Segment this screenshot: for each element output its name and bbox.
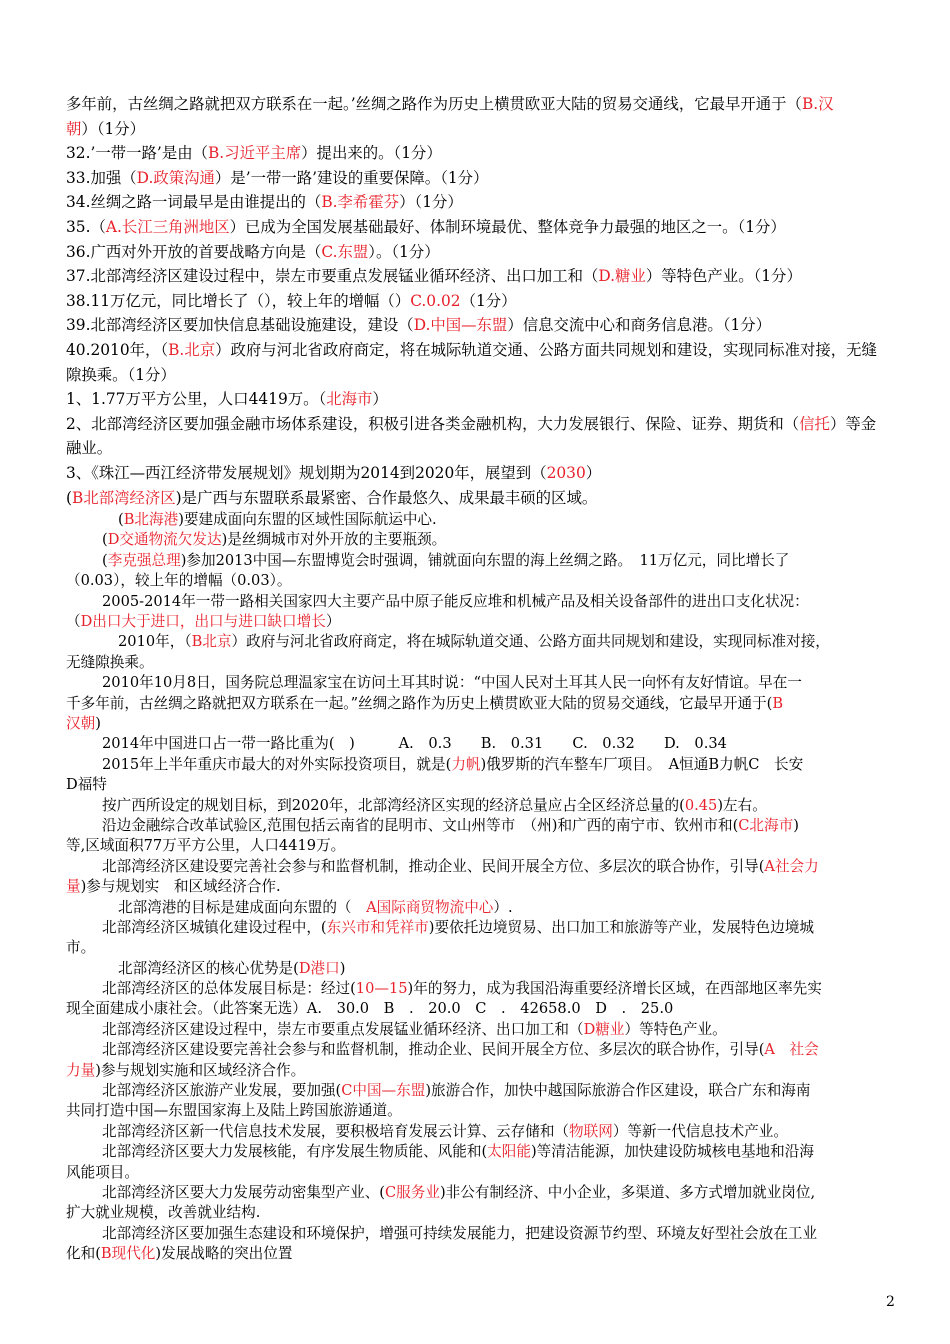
text-line xyxy=(66,1163,906,1183)
answer-text: 李克强总理 xyxy=(107,551,181,569)
text-line xyxy=(66,979,906,999)
question-text: 33.加强（ xyxy=(66,168,137,187)
question-text: 北部湾经济区的核心优势是( xyxy=(118,959,299,977)
answer-text: A国际商贸物流中心 xyxy=(366,898,494,916)
text-line xyxy=(66,313,906,338)
question-text: ）（1分） xyxy=(81,119,146,138)
question-text: 2010年，（ xyxy=(118,633,192,651)
review-paragraphs xyxy=(66,510,906,1264)
document-body xyxy=(66,92,906,1265)
answer-text: 物联网 xyxy=(569,1122,613,1140)
text-line xyxy=(66,959,906,979)
question-text: ）等金 xyxy=(829,414,877,433)
question-text: ）提出来的。（1分） xyxy=(301,144,442,163)
question-text: 现全面建成小康社会。（此答案无选）A. 30.0 B . 20.0 C . 42658.0 D . 25.0 xyxy=(66,1000,674,1018)
question-text: 融业。 xyxy=(66,439,113,458)
question-text: ） xyxy=(325,613,341,631)
question-text: 多年前，古丝绸之路就把双方联系在一起。’丝绸之路作为历史上横贯欧亚大陆的贸易交通线，它最早开通于（ xyxy=(66,95,802,113)
text-line xyxy=(66,215,906,240)
numbered-questions xyxy=(66,92,906,510)
question-text: 无缝隙换乘。 xyxy=(66,653,154,671)
question-text: 化和( xyxy=(66,1245,101,1263)
question-text: ( xyxy=(118,511,124,529)
question-text: ）。（1分） xyxy=(368,242,440,261)
question-text: ）（1分） xyxy=(399,193,463,212)
text-line xyxy=(66,510,906,530)
answer-text: D.糖业 xyxy=(598,267,646,286)
answer-text: A社会力 xyxy=(764,857,819,875)
question-text: ）等新一代信息技术产业。 xyxy=(612,1122,788,1140)
question-text: )参与规划实 和区域经济合作. xyxy=(80,878,281,896)
answer-text: C中国—东盟 xyxy=(341,1082,426,1100)
question-text: ）等特色产业。（1分） xyxy=(645,267,802,286)
question-text: 2010年10月8日，国务院总理温家宝在访问土耳其时说：“中国人民对土耳其人民一向怀有友好情谊。早在一 xyxy=(102,674,802,692)
question-text: 沿边金融综合改革试验区,范围包括云南省的昆明市、文山州等市 （州)和广西的南宁市、钦州市和( xyxy=(102,816,739,834)
question-text: )左右。 xyxy=(717,796,767,814)
text-line xyxy=(66,898,906,918)
question-text: 隙换乘。（1分） xyxy=(66,365,176,384)
text-line xyxy=(66,775,906,795)
answer-text: 北海市 xyxy=(326,390,373,409)
answer-text: 量 xyxy=(66,878,81,896)
page-number: 2 xyxy=(886,1294,895,1310)
question-text: ）信息交流中心和商务信息港。（1分） xyxy=(507,316,772,335)
text-line xyxy=(66,141,906,166)
answer-text: 2030 xyxy=(546,463,586,482)
text-line xyxy=(66,796,906,816)
text-line xyxy=(66,571,906,591)
answer-text: C北海市 xyxy=(738,816,794,834)
question-text: D福特 xyxy=(66,776,107,794)
question-text: ）政府与河北省政府商定，将在城际轨道交通、公路方面共同规划和建设，实现同标准对接， xyxy=(231,633,830,651)
question-text: 千多年前，古丝绸之路就把双方联系在一起。”丝绸之路作为历史上横贯欧亚大陆的贸易交通线，它最早开通于( xyxy=(66,694,773,712)
text-line xyxy=(66,363,906,388)
question-text: （ xyxy=(66,613,81,631)
question-text: )要建成面向东盟的区域性国际航运中心. xyxy=(178,511,437,529)
question-text: ）政府与河北省政府商定，将在城际轨道交通、公路方面共同规划和建设，实现同标准对接，无缝 xyxy=(215,340,877,359)
text-line xyxy=(66,1040,906,1060)
text-line xyxy=(66,632,906,652)
text-line xyxy=(66,289,906,314)
answer-text: C服务业 xyxy=(384,1183,440,1201)
answer-text: B xyxy=(772,694,784,712)
text-line xyxy=(66,999,906,1019)
question-text: )是广西与东盟联系最紧密、合作最悠久、成果最丰硕的区域。 xyxy=(175,488,598,507)
text-line xyxy=(66,1142,906,1162)
question-text: 北部湾经济区要大力发展核能，有序发展生物质能、风能和( xyxy=(102,1143,488,1161)
text-line xyxy=(66,1061,906,1081)
text-line xyxy=(66,117,906,142)
question-text: )等清洁能源，加快建设防城核电基地和沿海 xyxy=(530,1143,814,1161)
question-text: ） xyxy=(585,463,602,482)
question-text: 3、《珠江—西江经济带发展规划》规划期为2014到2020年，展望到（ xyxy=(66,463,547,482)
question-text: )年的努力，成为我国沿海重要经济增长区域，在西部地区率先实 xyxy=(407,980,822,998)
text-line xyxy=(66,338,906,363)
question-text: 北部湾经济区建设过程中，崇左市要重点发展锰业循环经济、出口加工和（ xyxy=(102,1020,584,1038)
question-text: ) xyxy=(95,715,101,732)
question-text: 北部湾港的目标是建成面向东盟的（ xyxy=(118,898,367,916)
answer-text: B北京 xyxy=(191,633,232,651)
text-line xyxy=(66,694,906,714)
text-line xyxy=(66,1101,906,1121)
question-text: 38.11万亿元，同比增长了（），较上年的增幅（） xyxy=(66,291,411,310)
question-text: )参与规划实施和区域经济合作。 xyxy=(95,1061,306,1079)
question-text: 北部湾经济区城镇化建设过程中，( xyxy=(102,918,327,936)
answer-text: D港口 xyxy=(298,959,340,977)
text-line xyxy=(66,673,906,693)
answer-text: 信托 xyxy=(799,414,830,433)
question-text: 市。 xyxy=(66,939,96,957)
answer-text: 太阳能 xyxy=(487,1143,531,1161)
text-line xyxy=(66,1020,906,1040)
question-text: 北部湾经济区旅游产业发展，要加强( xyxy=(102,1082,342,1100)
question-text: （1分） xyxy=(460,291,517,310)
question-text: ）. xyxy=(493,898,513,916)
text-line xyxy=(66,436,906,461)
question-text: 北部湾经济区要大力发展劳动密集型产业、( xyxy=(102,1183,385,1201)
text-line xyxy=(66,551,906,571)
question-text: ） xyxy=(372,390,388,409)
text-line xyxy=(66,530,906,550)
answer-text: 10—15 xyxy=(355,980,408,998)
answer-text: 力帆 xyxy=(451,755,481,773)
question-text: )是丝绸城市对外开放的主要瓶颈。 xyxy=(221,531,447,549)
answer-text: B现代化 xyxy=(100,1245,156,1263)
text-line xyxy=(66,1224,906,1244)
answer-text: B.北京 xyxy=(168,340,216,359)
text-line xyxy=(66,1183,906,1203)
question-text: ）等特色产业。 xyxy=(624,1020,727,1038)
question-text: 北部湾经济区新一代信息技术发展，要积极培育发展云计算、云存储和（ xyxy=(102,1122,570,1140)
answer-text: 力量 xyxy=(66,1061,96,1079)
question-text: 2015年上半年重庆市最大的对外实际投资项目，就是( xyxy=(102,755,452,773)
answer-text: C.0.02 xyxy=(410,291,461,310)
question-text: 共同打造中国—东盟国家海上及陆上跨国旅游通道。 xyxy=(66,1102,402,1120)
text-line xyxy=(66,592,906,612)
question-text: 32.’一带一路’是由（ xyxy=(66,144,208,163)
text-line xyxy=(66,612,906,632)
question-text: 2、北部湾经济区要加强金融市场体系建设，积极引进各类金融机构，大力发展银行、保险、证券、期货和（ xyxy=(66,414,800,433)
question-text: )俄罗斯的汽车整车厂项目。 A恒通B力帆C 长安 xyxy=(480,755,804,773)
text-line xyxy=(66,264,906,289)
text-line xyxy=(66,190,906,215)
answer-text: B.李希霍芬 xyxy=(321,193,400,212)
question-text: )要依托边境贸易、出口加工和旅游等产业，发展特色边境城 xyxy=(428,918,814,936)
text-line xyxy=(66,714,906,734)
text-line xyxy=(66,1081,906,1101)
question-text: 北部湾经济区建设要完善社会参与和监督机制，推动企业、民间开展全方位、多层次的联合协作，引导( xyxy=(102,1041,765,1059)
question-text: 36.广西对外开放的首要战略方向是（ xyxy=(66,242,322,261)
text-line xyxy=(66,918,906,938)
answer-text: 东兴市和凭祥市 xyxy=(326,918,429,936)
answer-text: 0.45 xyxy=(684,796,718,814)
text-line xyxy=(66,486,906,511)
question-text: )参加2013中国—东盟博览会时强调，铺就面向东盟的海上丝绸之路。 11万亿元，同比增长了 xyxy=(180,551,790,569)
answer-text: A 社会 xyxy=(764,1041,819,1059)
answer-text: D.政策沟通 xyxy=(136,168,215,187)
question-text: ）是’一带一路’建设的重要保障。（1分） xyxy=(214,168,489,187)
question-text: （0.03），较上年的增幅（0.03）。 xyxy=(66,572,292,590)
question-text: ( xyxy=(102,551,108,569)
answer-text: 朝 xyxy=(66,119,82,138)
answer-text: B.汉 xyxy=(801,95,834,113)
answer-text: B北部湾经济区 xyxy=(72,488,176,507)
question-text: 37.北部湾经济区建设过程中，崇左市要重点发展锰业循环经济、出口加工和（ xyxy=(66,267,599,286)
text-line xyxy=(66,653,906,673)
answer-text: D.中国—东盟 xyxy=(413,316,508,335)
question-text: ( xyxy=(66,488,73,507)
question-text: 北部湾经济区建设要完善社会参与和监督机制，推动企业、民间开展全方位、多层次的联合协作，引导( xyxy=(102,857,765,875)
question-text: 2005-2014年一带一路相关国家四大主要产品中原子能反应堆和机械产品及相关设备部件的进出口支化状况： xyxy=(102,592,809,610)
text-line xyxy=(66,836,906,856)
answer-text: C.东盟 xyxy=(321,242,369,261)
answer-text: B.习近平主席 xyxy=(208,144,302,163)
text-line xyxy=(66,1203,906,1223)
answer-text: B北海港 xyxy=(123,511,179,529)
text-line xyxy=(66,1122,906,1142)
text-line xyxy=(66,816,906,836)
text-line xyxy=(66,92,906,117)
answer-text: D交通物流欠发达 xyxy=(107,531,222,549)
question-text: 39.北部湾经济区要加快信息基础设施建设，建设（ xyxy=(66,316,414,335)
text-line xyxy=(66,412,906,437)
question-text: 35.（ xyxy=(66,217,106,236)
text-line xyxy=(66,240,906,265)
text-line xyxy=(66,857,906,877)
question-text: 34.丝绸之路一词最早是由谁提出的（ xyxy=(66,193,322,212)
question-text: )非公有制经济、中小企业，多渠道、多方式增加就业岗位, xyxy=(439,1183,816,1201)
question-text: 1、1.77万平方公里，人口4419万。（ xyxy=(66,390,327,409)
question-text: )旅游合作，加快中越国际旅游合作区建设，联合广东和海南 xyxy=(425,1082,811,1100)
question-text: ）已成为全国发展基础最好、体制环境最优、整体竞争力最强的地区之一。（1分） xyxy=(229,217,786,236)
question-text: )发展战略的突出位置 xyxy=(155,1245,293,1263)
question-text: 2014年中国进口占一带一路比重为( ) A. 0.3 B. 0.31 C. 0.32 D. 0.34 xyxy=(102,735,727,753)
question-text: ) xyxy=(793,816,799,834)
text-line xyxy=(66,938,906,958)
question-text: ( xyxy=(102,531,108,549)
question-text: ) xyxy=(339,959,346,977)
text-line xyxy=(66,166,906,191)
question-text: 等,区域面积77万平方公里，人口4419万。 xyxy=(66,837,346,855)
answer-text: D糖业 xyxy=(583,1020,625,1038)
text-line xyxy=(66,755,906,775)
question-text: 风能项目。 xyxy=(66,1163,139,1181)
text-line xyxy=(66,734,906,754)
answer-text: 汉朝 xyxy=(66,715,96,732)
question-text: 北部湾经济区的总体发展目标是：经过( xyxy=(102,980,356,998)
text-line xyxy=(66,387,906,412)
question-text: 北部湾经济区要加强生态建设和环境保护，增强可持续发展能力，把建设资源节约型、环境友好型社会放在工业 xyxy=(102,1224,818,1242)
text-line xyxy=(66,877,906,897)
text-line xyxy=(66,1244,906,1264)
question-text: 扩大就业规模，改善就业结构. xyxy=(66,1204,261,1222)
text-line xyxy=(66,461,906,486)
question-text: 40.2010年，（ xyxy=(66,340,169,359)
question-text: 按广西所设定的规划目标，到2020年，北部湾经济区实现的经济总量应占全区经济总量的( xyxy=(102,796,685,814)
answer-text: A.长江三角洲地区 xyxy=(105,217,230,236)
answer-text: D出口大于进口，出口与进口缺口增长 xyxy=(80,613,326,631)
